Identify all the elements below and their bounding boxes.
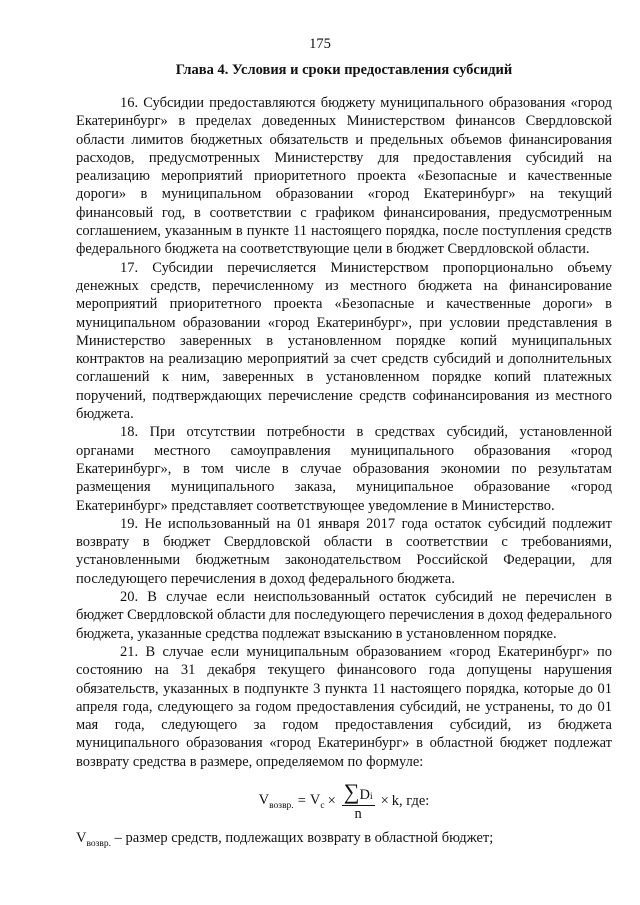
chapter-title: Глава 4. Условия и сроки предоставления субсидий <box>175 62 513 78</box>
paragraph-19: 19. Не использованный на 01 января 2017 года остаток субсидий подлежит возврату в бюджет Свердловской области в соответствии с требованиями, установленными бюджетным законодательством Российской Федерации, для последующего перечисления в доход федерального бюджета. <box>76 515 612 587</box>
formula-times-2: × <box>380 793 389 810</box>
formula-tail: , где: <box>399 793 430 810</box>
body-text <box>76 94 612 853</box>
formula-k: k <box>391 793 400 810</box>
formula-equals: = <box>297 793 306 810</box>
refund-formula <box>76 777 612 827</box>
paragraph-17: 17. Субсидии перечисляется Министерством пропорционально объему денежных средств, перечисленному из местного бюджета на финансирование мероприятий приоритетного проекта «Безопасные и качественные дороги» в муниципальном образовании «город Екатеринбург», при условии представления в Министерство заверенных в установленном порядке копий муниципальных контрактов на реализацию мероприятий за счет средств субсидий и дополнительных соглашений к ним, заверенных в установленном порядке копий платежных поручений, подтверждающих перечисление средств софинансирования из местного бюджета. <box>76 259 612 423</box>
paragraph-20: 20. В случае если неиспользованный остаток субсидий не перечислен в бюджет Свердловской области для последующего перечисления в доход федерального бюджета, указанные средства подлежат взысканию в установленном порядке. <box>76 589 612 642</box>
formula-fraction <box>342 781 375 822</box>
formula-term-vc: $V_с$ <box>309 792 325 812</box>
paragraph-16: 16. Субсидии предоставляются бюджету муниципального образования «город Екатеринбург» в пределах доведенных Министерством финансов Свердловской области лимитов бюджетных обязательств и предельных объемов финансирования расходов, предусмотренных Министерству для предоставления субсидий на реализацию мероприятий приоритетного проекта «Безопасные и качественные дороги» в муниципальном образовании «город Екатеринбург» на текущий финансовый год, в соответствии с графиком финансирования, предусмотренным соглашением, указанным в пункте 11 настоящего порядка, после поступления средств федерального бюджета на соответствующие цели в бюджет Свердловской области. <box>76 95 612 258</box>
sigma-symbol: ∑ <box>343 779 360 805</box>
formula-times-1: × <box>327 793 336 810</box>
paragraph-18: 18. При отсутствии потребности в средствах субсидий, установленной органами местного самоуправления муниципального образования «город Екатеринбург», в том числе в случае образования экономии по результатам размещения муниципального заказа, муниципальное образование «город Екатеринбург» представляет соответствующее уведомление в Министерство. <box>76 424 612 514</box>
fraction-numerator: ∑ D i <box>343 779 373 805</box>
paragraph-21: 21. В случае если муниципальным образованием «город Екатеринбург» по состоянию на 31 декабря текущего финансового года допущены нарушения обязательств, указанных в подпункте 3 пункта 11 настоящего порядка, которые до 01 апреля года, следующего за годом предоставления субсидий, не устранены, то до 01 мая года, следующего за годом предоставления субсидий, из бюджета муниципального образования «город Екатеринбург» в областной бюджет подлежат возврату средства в размере, определяемом по формуле: <box>76 643 612 770</box>
page-number: 175 <box>309 36 331 52</box>
definition-v-vozvr: $V_{возвр.}$ – размер средств, подлежащих возврату в областной бюджет; <box>76 829 494 849</box>
fraction-denominator: n <box>354 806 362 823</box>
formula-lhs: $V_{возвр.}$ <box>258 792 294 812</box>
